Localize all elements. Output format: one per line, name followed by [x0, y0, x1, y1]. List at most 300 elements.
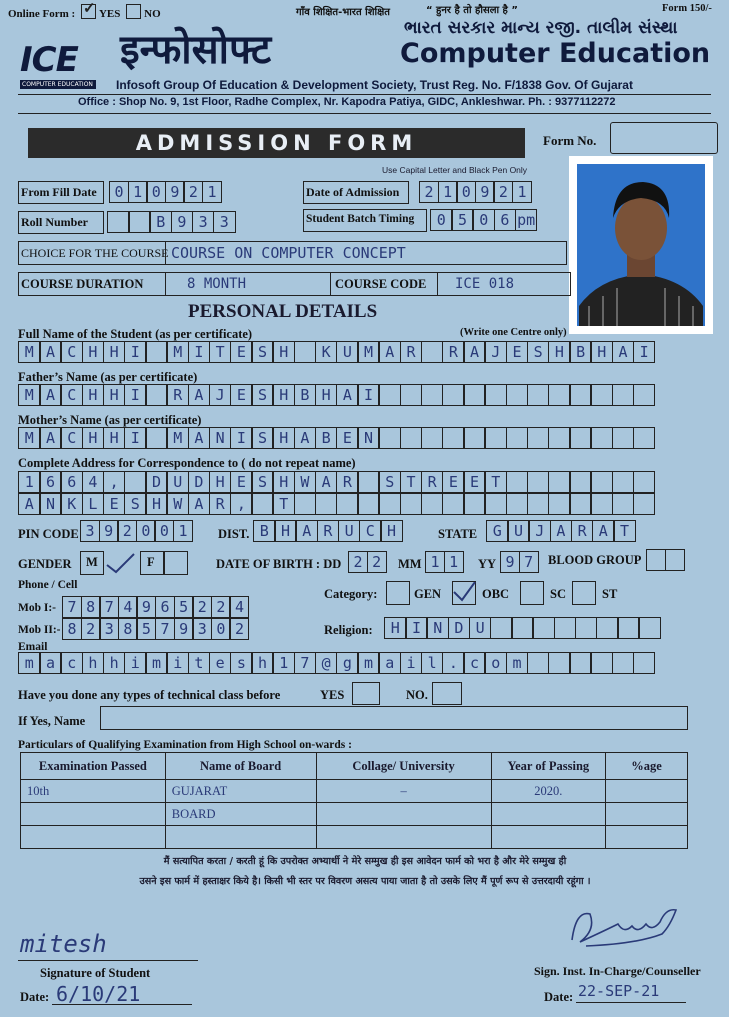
character-cell[interactable]: E [442, 471, 465, 493]
character-cell[interactable] [463, 493, 486, 515]
character-cell[interactable]: E [506, 341, 529, 363]
character-cell[interactable]: 1 [272, 652, 295, 674]
character-cell[interactable]: R [442, 341, 465, 363]
character-cell[interactable] [506, 384, 529, 406]
character-cell[interactable]: m [18, 652, 41, 674]
character-cell[interactable] [527, 384, 550, 406]
character-cell[interactable]: B [253, 520, 276, 542]
character-cell[interactable]: U [166, 471, 189, 493]
character-cell[interactable]: A [295, 520, 318, 542]
character-cell[interactable]: h [103, 652, 126, 674]
table-cell[interactable] [605, 780, 687, 803]
character-cell[interactable]: 0 [154, 520, 174, 542]
character-cell[interactable]: 0 [472, 209, 495, 231]
character-cell[interactable]: A [612, 341, 635, 363]
character-cell[interactable]: 2 [367, 551, 387, 573]
character-cell[interactable]: l [421, 652, 444, 674]
character-cell[interactable]: N [426, 617, 449, 639]
character-cell[interactable]: 0 [146, 181, 166, 203]
character-cell[interactable]: W [166, 493, 189, 515]
character-cell[interactable]: M [18, 384, 41, 406]
character-cell[interactable]: 2 [192, 596, 212, 618]
character-cell[interactable] [124, 471, 147, 493]
character-cell[interactable]: I [633, 341, 656, 363]
character-cell[interactable] [145, 341, 168, 363]
character-cell[interactable]: , [230, 493, 253, 515]
character-cell[interactable]: 4 [82, 471, 105, 493]
character-cell[interactable]: I [230, 427, 253, 449]
character-cell[interactable] [400, 493, 423, 515]
table-cell[interactable] [21, 826, 166, 849]
character-cell[interactable]: 1 [202, 181, 222, 203]
mother-name-field[interactable] [18, 427, 654, 449]
character-cell[interactable]: H [82, 341, 105, 363]
character-cell[interactable]: A [592, 520, 615, 542]
character-cell[interactable]: W [294, 471, 317, 493]
character-cell[interactable]: H [103, 341, 126, 363]
character-cell[interactable] [484, 384, 507, 406]
blood-group-field[interactable] [646, 549, 683, 571]
character-cell[interactable] [527, 652, 550, 674]
character-cell[interactable]: A [550, 520, 573, 542]
character-cell[interactable]: o [484, 652, 507, 674]
character-cell[interactable]: H [380, 520, 403, 542]
character-cell[interactable]: 2 [117, 520, 137, 542]
character-cell[interactable]: E [230, 471, 253, 493]
character-cell[interactable]: A [294, 427, 317, 449]
character-cell[interactable]: G [486, 520, 509, 542]
if-yes-name-field[interactable] [100, 706, 688, 730]
character-cell[interactable]: 6 [60, 471, 83, 493]
fill-date-field[interactable] [109, 181, 221, 203]
address-line-1-field[interactable] [18, 471, 654, 493]
character-cell[interactable] [612, 384, 635, 406]
character-cell[interactable]: S [124, 493, 147, 515]
character-cell[interactable]: 0 [430, 209, 453, 231]
character-cell[interactable] [569, 493, 592, 515]
character-cell[interactable] [421, 341, 444, 363]
character-cell[interactable]: 7 [294, 652, 317, 674]
character-cell[interactable]: A [378, 341, 401, 363]
category-obc-box[interactable] [452, 581, 476, 605]
character-cell[interactable]: B [294, 384, 317, 406]
character-cell[interactable]: @ [315, 652, 338, 674]
character-cell[interactable]: 2 [81, 618, 101, 640]
character-cell[interactable]: I [124, 427, 147, 449]
character-cell[interactable]: A [188, 384, 211, 406]
character-cell[interactable]: J [484, 341, 507, 363]
character-cell[interactable]: B [149, 211, 172, 233]
character-cell[interactable] [527, 493, 550, 515]
dob-year-field[interactable] [500, 551, 537, 573]
character-cell[interactable] [336, 493, 359, 515]
character-cell[interactable]: e [209, 652, 232, 674]
character-cell[interactable] [442, 384, 465, 406]
mobile-1-field[interactable] [62, 596, 248, 618]
character-cell[interactable] [145, 384, 168, 406]
character-cell[interactable]: M [166, 427, 189, 449]
character-cell[interactable] [463, 384, 486, 406]
character-cell[interactable]: H [590, 341, 613, 363]
character-cell[interactable]: S [527, 341, 550, 363]
character-cell[interactable]: 7 [519, 551, 539, 573]
character-cell[interactable] [421, 384, 444, 406]
character-cell[interactable]: 0 [109, 181, 129, 203]
character-cell[interactable] [442, 427, 465, 449]
character-cell[interactable]: A [315, 471, 338, 493]
character-cell[interactable]: 9 [171, 211, 194, 233]
character-cell[interactable] [107, 211, 130, 233]
character-cell[interactable] [484, 427, 507, 449]
character-cell[interactable]: U [507, 520, 530, 542]
character-cell[interactable]: 4 [229, 596, 249, 618]
character-cell[interactable]: 5 [136, 618, 156, 640]
character-cell[interactable] [554, 617, 577, 639]
character-cell[interactable]: a [378, 652, 401, 674]
character-cell[interactable]: I [124, 341, 147, 363]
character-cell[interactable] [506, 427, 529, 449]
character-cell[interactable]: 3 [192, 211, 215, 233]
character-cell[interactable]: R [166, 384, 189, 406]
character-cell[interactable]: J [209, 384, 232, 406]
character-cell[interactable]: R [336, 471, 359, 493]
table-cell[interactable] [165, 826, 316, 849]
character-cell[interactable] [665, 549, 685, 571]
character-cell[interactable]: I [357, 384, 380, 406]
character-cell[interactable] [463, 427, 486, 449]
character-cell[interactable]: N [357, 427, 380, 449]
character-cell[interactable]: 1 [438, 181, 458, 203]
table-cell[interactable]: GUJARAT [165, 780, 316, 803]
character-cell[interactable]: T [400, 471, 423, 493]
character-cell[interactable]: 3 [99, 618, 119, 640]
table-cell[interactable] [21, 803, 166, 826]
father-name-field[interactable] [18, 384, 654, 406]
character-cell[interactable]: . [442, 652, 465, 674]
character-cell[interactable]: D [188, 471, 211, 493]
character-cell[interactable]: R [421, 471, 444, 493]
character-cell[interactable]: H [82, 384, 105, 406]
character-cell[interactable] [633, 384, 656, 406]
character-cell[interactable] [378, 384, 401, 406]
character-cell[interactable] [590, 427, 613, 449]
character-cell[interactable]: T [484, 471, 507, 493]
character-cell[interactable]: A [188, 427, 211, 449]
character-cell[interactable]: i [124, 652, 147, 674]
dob-month-field[interactable] [425, 551, 462, 573]
character-cell[interactable]: E [463, 471, 486, 493]
admission-date-field[interactable] [419, 181, 531, 203]
character-cell[interactable]: E [230, 384, 253, 406]
character-cell[interactable] [251, 493, 274, 515]
character-cell[interactable]: 2 [229, 618, 249, 640]
character-cell[interactable]: h [251, 652, 274, 674]
character-cell[interactable]: H [272, 341, 295, 363]
form-no-field[interactable] [610, 122, 718, 154]
character-cell[interactable]: B [315, 427, 338, 449]
character-cell[interactable]: 9 [500, 551, 520, 573]
character-cell[interactable]: 5 [451, 209, 474, 231]
character-cell[interactable]: 8 [118, 618, 138, 640]
character-cell[interactable]: H [272, 384, 295, 406]
character-cell[interactable]: E [230, 341, 253, 363]
character-cell[interactable] [357, 493, 380, 515]
character-cell[interactable]: D [145, 471, 168, 493]
character-cell[interactable]: 6 [39, 471, 62, 493]
character-cell[interactable] [548, 427, 571, 449]
character-cell[interactable] [506, 471, 529, 493]
religion-field[interactable] [384, 617, 660, 639]
character-cell[interactable]: U [336, 341, 359, 363]
character-cell[interactable]: M [166, 341, 189, 363]
character-cell[interactable]: E [103, 493, 126, 515]
character-cell[interactable]: 6 [494, 209, 517, 231]
character-cell[interactable]: K [60, 493, 83, 515]
table-cell[interactable] [605, 803, 687, 826]
character-cell[interactable]: 3 [192, 618, 212, 640]
character-cell[interactable]: H [274, 520, 297, 542]
character-cell[interactable]: t [188, 652, 211, 674]
character-cell[interactable]: S [251, 427, 274, 449]
character-cell[interactable] [145, 427, 168, 449]
character-cell[interactable]: c [463, 652, 486, 674]
character-cell[interactable]: 8 [62, 618, 82, 640]
character-cell[interactable]: , [103, 471, 126, 493]
counseller-signature[interactable] [566, 900, 686, 954]
character-cell[interactable]: H [272, 427, 295, 449]
character-cell[interactable] [633, 493, 656, 515]
character-cell[interactable] [612, 471, 635, 493]
character-cell[interactable]: 1 [18, 471, 41, 493]
category-sc-box[interactable] [520, 581, 544, 605]
character-cell[interactable] [421, 493, 444, 515]
dob-day-field[interactable] [348, 551, 385, 573]
technical-no-box[interactable] [432, 682, 462, 705]
character-cell[interactable]: I [124, 384, 147, 406]
table-row[interactable] [21, 826, 688, 849]
character-cell[interactable] [612, 427, 635, 449]
character-cell[interactable]: C [60, 341, 83, 363]
character-cell[interactable] [612, 493, 635, 515]
character-cell[interactable]: H [209, 471, 232, 493]
character-cell[interactable]: S [251, 384, 274, 406]
character-cell[interactable]: T [272, 493, 295, 515]
character-cell[interactable]: 2 [493, 181, 513, 203]
character-cell[interactable] [596, 617, 619, 639]
character-cell[interactable] [569, 652, 592, 674]
character-cell[interactable] [548, 652, 571, 674]
table-cell[interactable] [316, 803, 491, 826]
character-cell[interactable]: 9 [136, 596, 156, 618]
character-cell[interactable]: C [60, 427, 83, 449]
character-cell[interactable] [638, 617, 661, 639]
character-cell[interactable] [569, 427, 592, 449]
character-cell[interactable]: M [18, 341, 41, 363]
gender-female-box[interactable]: F [140, 551, 164, 575]
table-cell[interactable]: – [316, 780, 491, 803]
character-cell[interactable]: R [209, 493, 232, 515]
character-cell[interactable]: L [82, 493, 105, 515]
character-cell[interactable]: A [39, 427, 62, 449]
table-cell[interactable] [491, 826, 605, 849]
character-cell[interactable]: N [209, 427, 232, 449]
character-cell[interactable]: i [400, 652, 423, 674]
character-cell[interactable]: 1 [444, 551, 464, 573]
character-cell[interactable] [633, 652, 656, 674]
character-cell[interactable] [378, 427, 401, 449]
character-cell[interactable] [378, 493, 401, 515]
character-cell[interactable] [527, 471, 550, 493]
character-cell[interactable]: 2 [419, 181, 439, 203]
character-cell[interactable]: M [18, 427, 41, 449]
character-cell[interactable] [612, 652, 635, 674]
state-field[interactable] [486, 520, 634, 542]
table-cell[interactable] [316, 826, 491, 849]
character-cell[interactable]: M [357, 341, 380, 363]
character-cell[interactable]: H [384, 617, 407, 639]
character-cell[interactable] [532, 617, 555, 639]
character-cell[interactable] [633, 471, 656, 493]
character-cell[interactable]: S [251, 341, 274, 363]
course-duration-value[interactable]: 8 MONTH [187, 276, 247, 292]
gender-female-check[interactable] [164, 551, 188, 575]
character-cell[interactable]: U [469, 617, 492, 639]
online-yes-checkbox[interactable] [81, 4, 96, 19]
character-cell[interactable]: 0 [136, 520, 156, 542]
character-cell[interactable]: 9 [475, 181, 495, 203]
character-cell[interactable] [527, 427, 550, 449]
character-cell[interactable]: i [166, 652, 189, 674]
batch-timing-field[interactable] [430, 209, 536, 231]
course-code-value[interactable]: ICE 018 [455, 276, 515, 292]
character-cell[interactable]: m [506, 652, 529, 674]
character-cell[interactable]: 2 [183, 181, 203, 203]
pin-code-field[interactable] [80, 520, 192, 542]
character-cell[interactable] [442, 493, 465, 515]
character-cell[interactable]: I [405, 617, 428, 639]
character-cell[interactable]: H [315, 384, 338, 406]
character-cell[interactable] [315, 493, 338, 515]
character-cell[interactable]: I [188, 341, 211, 363]
character-cell[interactable]: c [60, 652, 83, 674]
character-cell[interactable]: U [338, 520, 361, 542]
address-line-2-field[interactable] [18, 493, 654, 515]
character-cell[interactable]: h [82, 652, 105, 674]
character-cell[interactable] [575, 617, 598, 639]
character-cell[interactable]: a [39, 652, 62, 674]
character-cell[interactable]: R [400, 341, 423, 363]
character-cell[interactable] [400, 427, 423, 449]
character-cell[interactable] [548, 493, 571, 515]
incharge-date-value[interactable]: 22-SEP-21 [578, 982, 660, 1000]
character-cell[interactable]: H [548, 341, 571, 363]
character-cell[interactable]: g [336, 652, 359, 674]
character-cell[interactable]: s [230, 652, 253, 674]
character-cell[interactable]: C [60, 384, 83, 406]
character-cell[interactable]: 8 [81, 596, 101, 618]
character-cell[interactable] [569, 471, 592, 493]
character-cell[interactable]: A [18, 493, 41, 515]
character-cell[interactable]: A [39, 341, 62, 363]
district-field[interactable] [253, 520, 401, 542]
character-cell[interactable] [590, 384, 613, 406]
table-cell[interactable]: BOARD [165, 803, 316, 826]
character-cell[interactable] [294, 493, 317, 515]
technical-yes-box[interactable] [352, 682, 380, 705]
character-cell[interactable]: A [188, 493, 211, 515]
gender-male-box[interactable]: M [80, 551, 104, 575]
character-cell[interactable] [548, 471, 571, 493]
character-cell[interactable]: 1 [173, 520, 193, 542]
character-cell[interactable]: 3 [80, 520, 100, 542]
character-cell[interactable]: J [528, 520, 551, 542]
character-cell[interactable]: B [569, 341, 592, 363]
character-cell[interactable]: m [357, 652, 380, 674]
character-cell[interactable]: 1 [128, 181, 148, 203]
character-cell[interactable] [484, 493, 507, 515]
online-no-checkbox[interactable] [126, 4, 141, 19]
character-cell[interactable]: H [103, 427, 126, 449]
character-cell[interactable]: 7 [99, 596, 119, 618]
character-cell[interactable]: D [448, 617, 471, 639]
character-cell[interactable]: C [359, 520, 382, 542]
character-cell[interactable] [400, 384, 423, 406]
table-cell[interactable]: 10th [21, 780, 166, 803]
character-cell[interactable] [357, 471, 380, 493]
character-cell[interactable]: 9 [174, 618, 194, 640]
character-cell[interactable] [617, 617, 640, 639]
character-cell[interactable]: 0 [456, 181, 476, 203]
character-cell[interactable]: H [103, 384, 126, 406]
character-cell[interactable]: A [336, 384, 359, 406]
character-cell[interactable]: S [378, 471, 401, 493]
character-cell[interactable]: E [336, 427, 359, 449]
character-cell[interactable]: H [82, 427, 105, 449]
character-cell[interactable]: 2 [348, 551, 368, 573]
character-cell[interactable] [590, 652, 613, 674]
category-gen-box[interactable] [386, 581, 410, 605]
character-cell[interactable]: S [251, 471, 274, 493]
character-cell[interactable]: T [613, 520, 636, 542]
character-cell[interactable] [590, 493, 613, 515]
character-cell[interactable]: K [315, 341, 338, 363]
character-cell[interactable] [511, 617, 534, 639]
character-cell[interactable]: 9 [165, 181, 185, 203]
character-cell[interactable] [421, 427, 444, 449]
character-cell[interactable] [548, 384, 571, 406]
character-cell[interactable]: 7 [155, 618, 175, 640]
email-field[interactable] [18, 652, 654, 674]
character-cell[interactable]: H [272, 471, 295, 493]
student-signature[interactable]: mitesh [20, 930, 107, 958]
character-cell[interactable]: m [145, 652, 168, 674]
character-cell[interactable]: 4 [118, 596, 138, 618]
character-cell[interactable]: 5 [174, 596, 194, 618]
character-cell[interactable] [569, 384, 592, 406]
character-cell[interactable]: 2 [211, 596, 231, 618]
character-cell[interactable]: H [145, 493, 168, 515]
character-cell[interactable] [506, 493, 529, 515]
character-cell[interactable] [590, 471, 613, 493]
character-cell[interactable]: 9 [99, 520, 119, 542]
character-cell[interactable]: A [39, 384, 62, 406]
course-choice-field[interactable] [18, 241, 567, 265]
table-cell[interactable] [491, 803, 605, 826]
character-cell[interactable] [633, 427, 656, 449]
full-name-field[interactable] [18, 341, 654, 363]
character-cell[interactable]: A [463, 341, 486, 363]
table-cell[interactable]: 2020. [491, 780, 605, 803]
